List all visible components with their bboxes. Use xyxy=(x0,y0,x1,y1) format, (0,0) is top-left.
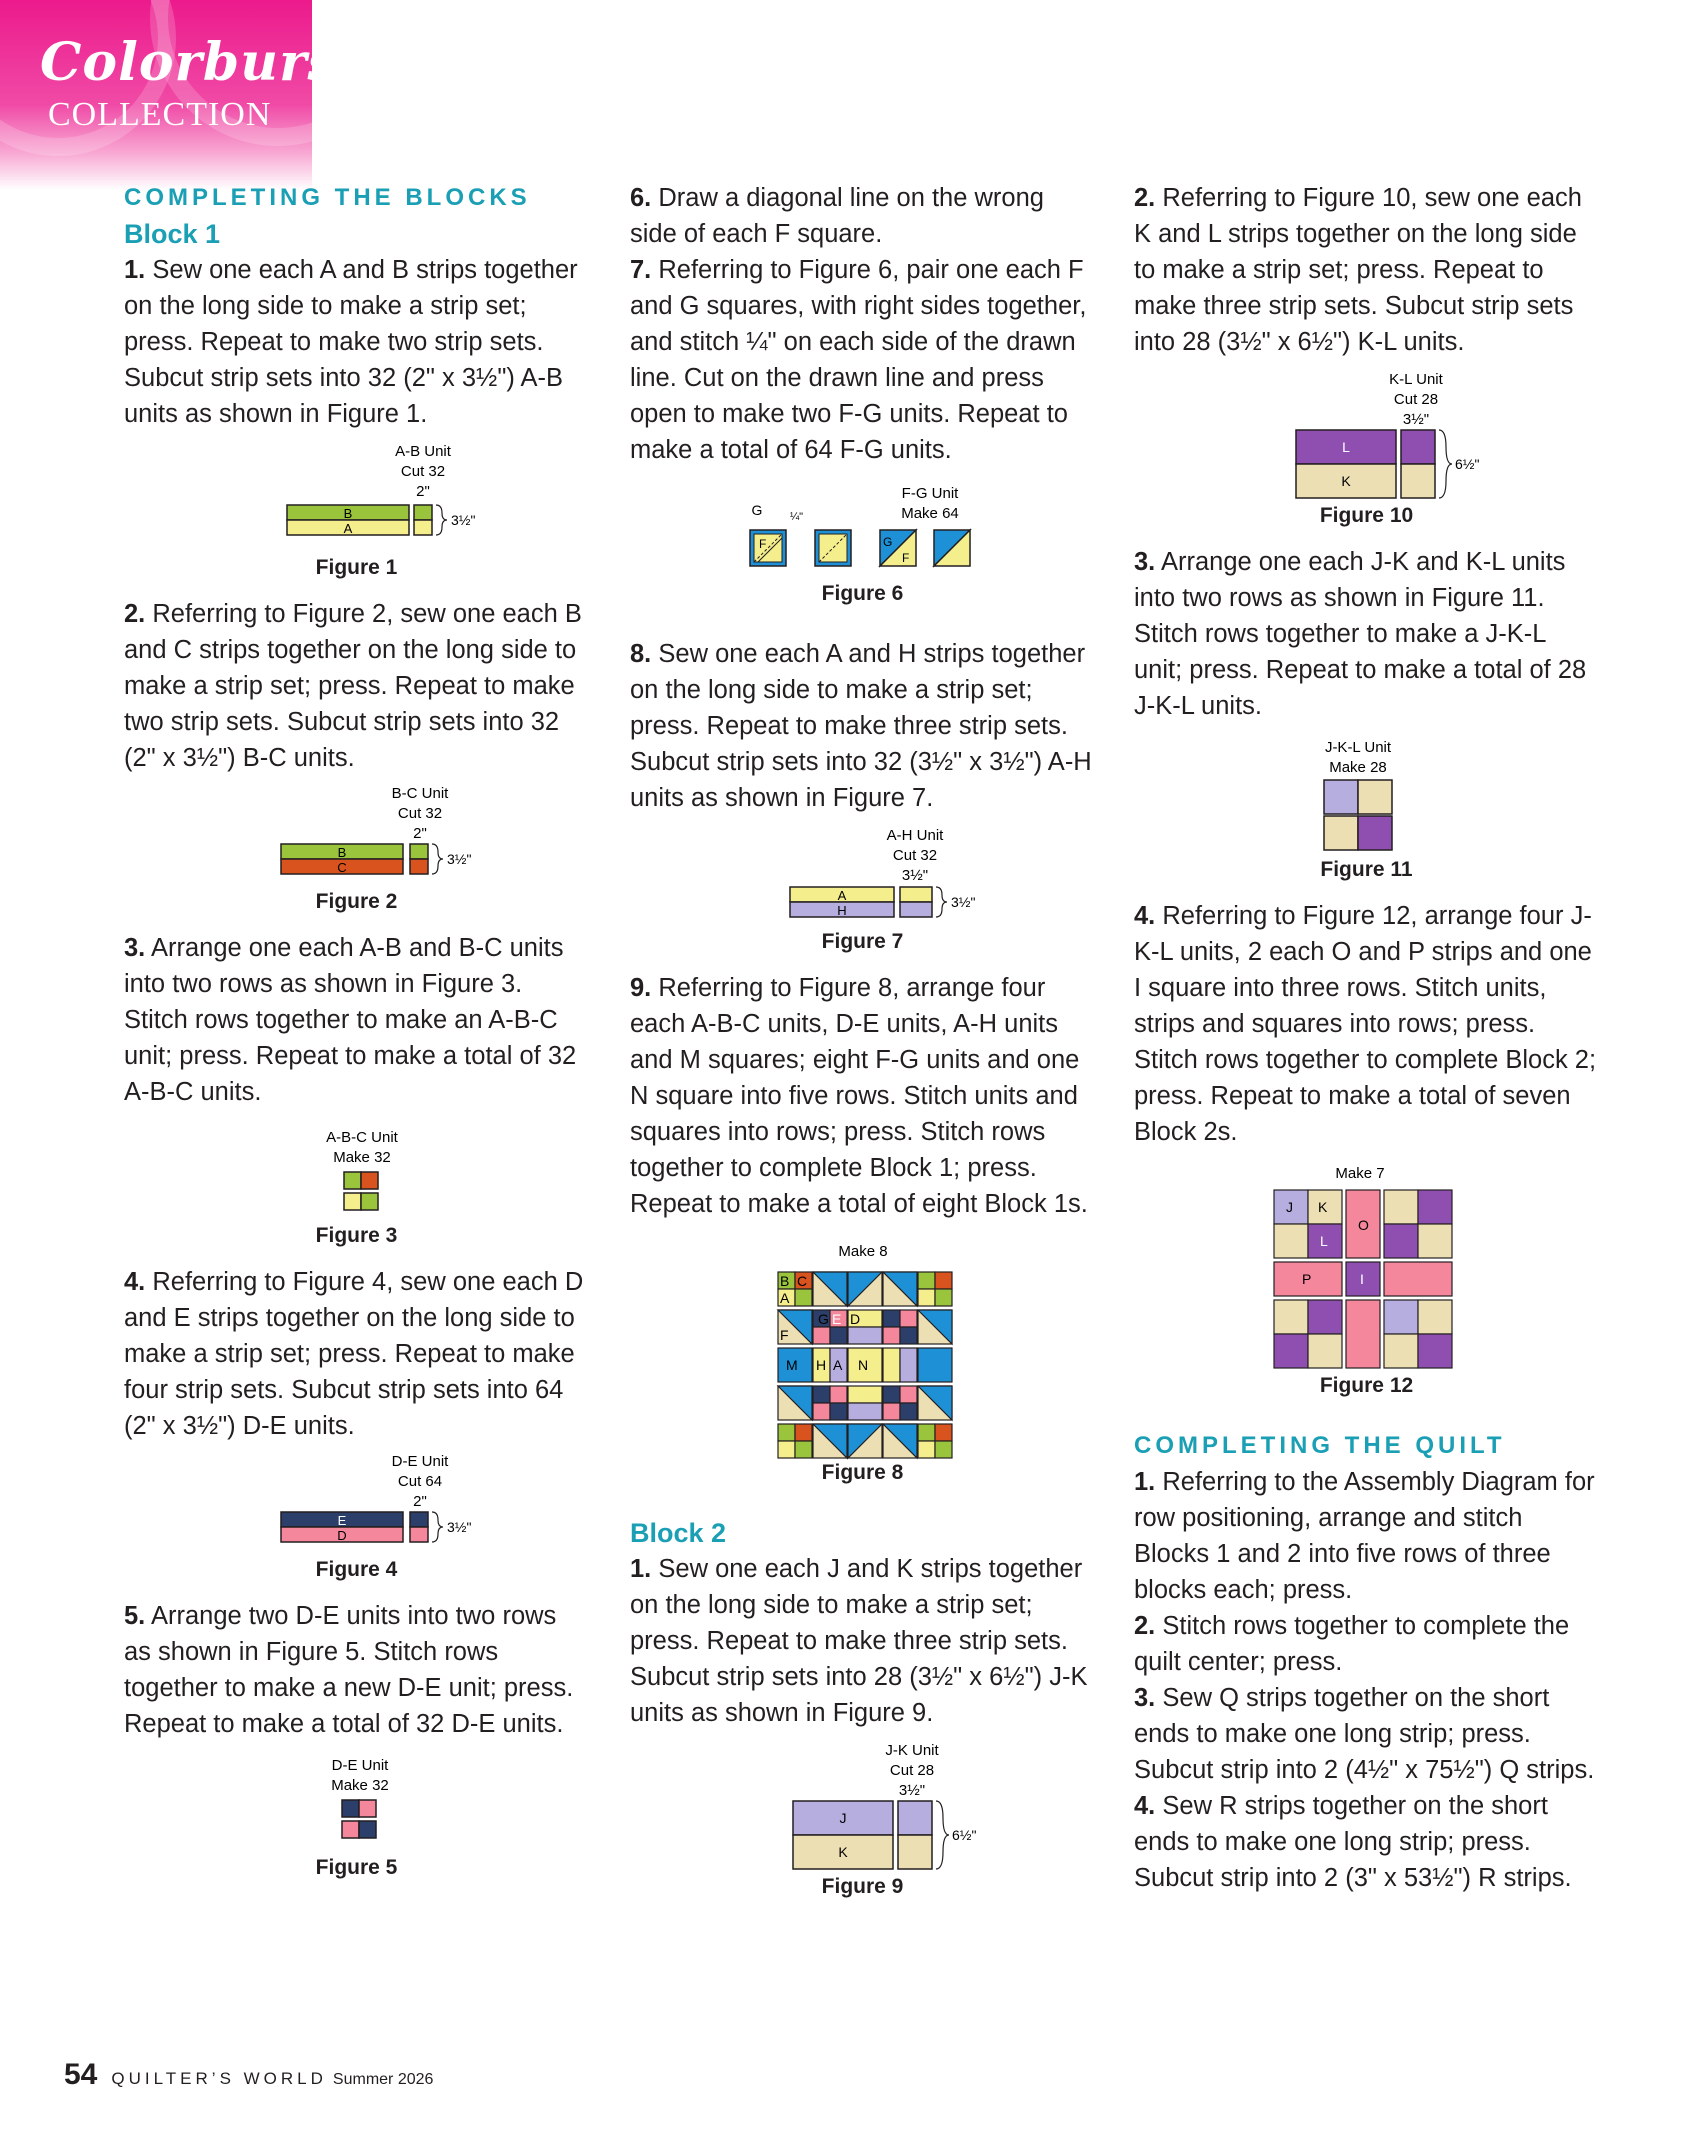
block-2-diagram xyxy=(1274,1190,1452,1368)
height-brace xyxy=(432,844,443,874)
abc-cell xyxy=(935,1289,952,1306)
figure-5-unit-label: D-E Unit xyxy=(331,1757,389,1774)
figure-9-count-label: Cut 28 xyxy=(889,1762,935,1779)
label-d: D xyxy=(850,1311,861,1327)
strip-k-label: K xyxy=(1341,473,1351,489)
block2-step-1: 1. Sew one each J and K strips together on the long side to make a strip set; press. Repeat to make three strip sets. Subcut strip sets into 28 (3½" x 6½") J-K units as shown in Figure 9. xyxy=(630,1555,1088,1727)
de-cell xyxy=(813,1327,830,1344)
brand-script-title: Colorburst xyxy=(40,32,363,93)
unit-k xyxy=(1401,464,1435,498)
figure-8-caption: Figure 8 xyxy=(821,1461,904,1484)
label-e: E xyxy=(832,1311,842,1327)
jkl-cell xyxy=(1384,1224,1418,1258)
abc-cell xyxy=(935,1424,952,1441)
abc-cell xyxy=(918,1441,935,1458)
figure-4-unit-label: D-E Unit xyxy=(391,1453,449,1470)
abc-a xyxy=(344,1193,361,1210)
unit-a xyxy=(900,887,932,902)
jkl-j xyxy=(1324,780,1358,814)
figure-1-count-label: Cut 32 xyxy=(400,463,446,480)
label-f: F xyxy=(780,1327,789,1343)
label-o: O xyxy=(1358,1217,1369,1233)
figure-7-unit-label: A-H Unit xyxy=(886,827,944,844)
step-8: 8. Sew one each A and H strips together on the long side to make a strip set; press. Repeat to make three strip sets. Subcut strip sets into 32 (3½" x 3½") A-H units as shown in Figure 7. xyxy=(630,640,1092,812)
quilt-step-1: 1. Referring to the Assembly Diagram for row positioning, arrange and stitch Blocks 1 and 2 into five rows of three blocks each; press. xyxy=(1134,1468,1595,1604)
strip-l-label: L xyxy=(1342,439,1350,455)
figure-2-height-label: 3½" xyxy=(447,851,472,867)
jkl-cell xyxy=(1308,1300,1342,1334)
abc-cell xyxy=(918,1424,935,1441)
block-heading: Block 1 xyxy=(124,219,221,249)
figure-12 xyxy=(1134,1156,1599,1366)
unit-j xyxy=(898,1801,932,1835)
unit-d xyxy=(410,1527,428,1542)
de-cell xyxy=(830,1403,847,1420)
ah-cell xyxy=(900,1348,917,1382)
step-4: 4. Referring to Figure 4, sew one each D and E strips together on the long side to make a strip set; press. Repeat to make four strip sets. Subcut strip sets into 64 (2" x 3½") D-E units. xyxy=(124,1268,584,1440)
figure-6-unit-label: F-G Unit xyxy=(901,485,959,502)
figure-2-unit-label: B-C Unit xyxy=(391,785,449,802)
figure-11 xyxy=(1134,730,1599,850)
de-cell xyxy=(883,1310,900,1327)
jkl-k xyxy=(1358,780,1392,814)
label-k: K xyxy=(1318,1199,1328,1215)
unit-c xyxy=(410,859,428,874)
label-g: G xyxy=(818,1311,829,1327)
fg-f-label: F xyxy=(902,551,910,565)
figure-4-width-label: 2" xyxy=(413,1493,427,1510)
step-6: 6. Draw a diagonal line on the wrong side of each F square. xyxy=(630,184,1044,248)
block-heading: Block 2 xyxy=(630,1518,727,1548)
jkl-cell xyxy=(1274,1334,1308,1368)
abc-cell xyxy=(795,1441,812,1458)
figure-1-unit-label: A-B Unit xyxy=(395,443,451,460)
de-cell xyxy=(813,1386,830,1403)
de-cell xyxy=(883,1386,900,1403)
de-cell xyxy=(900,1327,917,1344)
label-a2: A xyxy=(833,1357,843,1373)
figure-10 xyxy=(1134,366,1599,496)
de-cell xyxy=(900,1403,917,1420)
quilt-step-4: 4. Sew R strips together on the short ends to make one long strip; press. Subcut strip into 2 (3" x 53½") R strips. xyxy=(1134,1792,1572,1892)
figure-12-count-label: Make 7 xyxy=(1335,1165,1385,1182)
figure-5-caption: Figure 5 xyxy=(315,1856,398,1879)
figure-2-width-label: 2" xyxy=(413,825,427,842)
p-strip xyxy=(1384,1262,1452,1296)
quilt-step-3: 3. Sew Q strips together on the short ends to make one long strip; press. Subcut strip into 2 (4½" x 75½") Q strips. xyxy=(1134,1684,1595,1784)
step-9: 9. Referring to Figure 8, arrange four each A-B-C units, D-E units, A-H units and M squares; eight F-G units and one N square into five rows. Stitch units and squares into rows; press. Stitch rows together to complete Block 1; press. Repeat to make a total of eight Block 1s. xyxy=(630,974,1088,1218)
figure-1 xyxy=(124,438,589,548)
figure-7-width-label: 3½" xyxy=(901,867,929,884)
de-d2 xyxy=(342,1821,359,1838)
strip-a-label: A xyxy=(343,521,353,536)
figure-9-caption: Figure 9 xyxy=(821,1875,904,1898)
section-heading: COMPLETING THE BLOCKS xyxy=(124,184,531,211)
strip-b-label: B xyxy=(337,845,347,860)
figure-10-height-label: 6½" xyxy=(1455,456,1480,472)
step-3: 3. Arrange one each A-B and B-C units into two rows as shown in Figure 3. Stitch rows together to make an A-B-C unit; press. Repeat to make a total of 32 A-B-C units. xyxy=(124,934,577,1106)
jkl-cell xyxy=(1274,1224,1308,1258)
figure-6-count-label: Make 64 xyxy=(901,505,959,522)
jkl-cell xyxy=(1418,1190,1452,1224)
brand-subtitle: COLLECTION xyxy=(48,96,272,133)
figure-3-count-label: Make 32 xyxy=(333,1149,391,1166)
label-p: P xyxy=(1302,1271,1312,1287)
abc-c xyxy=(361,1172,378,1189)
de-cell xyxy=(900,1386,917,1403)
unit-h xyxy=(900,902,932,917)
height-brace xyxy=(936,1801,949,1869)
height-brace xyxy=(1439,430,1452,498)
de-cell xyxy=(883,1327,900,1344)
jkl-k2 xyxy=(1324,816,1358,850)
figure-10-count-label: Cut 28 xyxy=(1393,391,1439,408)
strip-h-label: H xyxy=(837,903,847,918)
de-cell xyxy=(830,1386,847,1403)
figure-9-unit-label: J-K Unit xyxy=(885,1742,939,1759)
de-cell xyxy=(813,1403,830,1420)
figure-9-width-label: 3½" xyxy=(898,1782,926,1799)
figure-4-count-label: Cut 64 xyxy=(397,1473,443,1490)
strip-k-label: K xyxy=(838,1844,848,1860)
column-1 xyxy=(124,180,589,1896)
jkl-cell xyxy=(1274,1300,1308,1334)
ah-cell xyxy=(848,1403,882,1420)
ah-cell xyxy=(848,1386,882,1403)
figure-10-caption: Figure 10 xyxy=(1319,504,1414,527)
unit-l xyxy=(1401,430,1435,464)
seam-label: ¼" xyxy=(790,511,804,523)
figure-3 xyxy=(124,1116,589,1216)
height-brace xyxy=(432,1512,443,1542)
label-a: A xyxy=(780,1290,790,1306)
page-number: 54 xyxy=(64,2058,98,2091)
block-1-diagram xyxy=(778,1272,952,1458)
jkl-cell xyxy=(1384,1190,1418,1224)
figure-7-height-label: 3½" xyxy=(951,894,976,910)
figure-5-count-label: Make 32 xyxy=(331,1777,389,1794)
abc-cell xyxy=(778,1441,795,1458)
abc-cell xyxy=(935,1272,952,1289)
figure-11-unit-label: J-K-L Unit xyxy=(1324,739,1392,756)
figure-7-caption: Figure 7 xyxy=(821,930,904,953)
jkl-cell xyxy=(1418,1334,1452,1368)
abc-cell xyxy=(795,1424,812,1441)
figure-1-caption: Figure 1 xyxy=(315,556,398,579)
label-n: N xyxy=(858,1357,869,1373)
de-d xyxy=(359,1800,376,1817)
o-strip xyxy=(1346,1300,1380,1368)
section-heading: COMPLETING THE QUILT xyxy=(1134,1432,1506,1459)
figure-2-caption: Figure 2 xyxy=(315,890,398,913)
abc-cell xyxy=(795,1289,812,1306)
figure-8 xyxy=(630,1228,1095,1453)
ah-cell xyxy=(848,1327,882,1344)
figure-9 xyxy=(630,1737,1095,1867)
step-5: 5. Arrange two D-E units into two rows as shown in Figure 5. Stitch rows together to make a new D-E unit; press. Repeat to make a total of 32 D-E units. xyxy=(124,1602,574,1738)
unit-b xyxy=(410,844,428,859)
figure-11-count-label: Make 28 xyxy=(1329,759,1387,776)
label-b: B xyxy=(780,1273,790,1289)
jkl-cell xyxy=(1418,1300,1452,1334)
figure-11-caption: Figure 11 xyxy=(1320,858,1413,881)
g-label: G xyxy=(751,502,763,518)
unit-a xyxy=(414,520,432,535)
abc-b xyxy=(344,1172,361,1189)
strip-a-label: A xyxy=(837,888,847,903)
quilt-step-2: 2. Stitch rows together to complete the quilt center; press. xyxy=(1134,1612,1570,1676)
figure-9-height-label: 6½" xyxy=(952,1827,977,1843)
figure-2 xyxy=(124,782,589,882)
jkl-cell xyxy=(1308,1334,1342,1368)
label-l: L xyxy=(1320,1233,1328,1249)
step-1: 1. Sew one each A and B strips together on the long side to make a strip set; press. Repeat to make two strip sets. Subcut strip sets into 32 (2" x 3½") A-B units as shown in Figure 1. xyxy=(124,256,578,428)
de-cell xyxy=(883,1403,900,1420)
label-j: J xyxy=(1286,1199,1293,1215)
unit-k xyxy=(898,1835,932,1869)
figure-10-width-label: 3½" xyxy=(1402,411,1430,428)
figure-3-unit-label: A-B-C Unit xyxy=(326,1129,398,1146)
unit-e xyxy=(410,1512,428,1527)
abc-cell xyxy=(935,1441,952,1458)
figure-7 xyxy=(630,822,1095,922)
figure-2-count-label: Cut 32 xyxy=(397,805,443,822)
figure-1-height-label: 3½" xyxy=(451,512,476,528)
label-i: I xyxy=(1360,1271,1364,1287)
strip-j-label: J xyxy=(839,1810,847,1826)
brand-banner xyxy=(0,0,363,190)
figure-4 xyxy=(124,1450,589,1550)
jkl-l xyxy=(1358,816,1392,850)
magazine-name: QUILTER’S WORLD xyxy=(111,2069,327,2088)
abc-cell xyxy=(778,1424,795,1441)
abc-b2 xyxy=(361,1193,378,1210)
jkl-cell xyxy=(1418,1224,1452,1258)
column-2 xyxy=(630,180,1095,1915)
label-c: C xyxy=(797,1273,808,1289)
strip-c-label: C xyxy=(337,860,347,875)
strip-e-label: E xyxy=(337,1513,347,1528)
jkl-cell xyxy=(1384,1300,1418,1334)
m-square xyxy=(918,1348,952,1382)
figure-6-caption: Figure 6 xyxy=(821,582,904,605)
ah-cell xyxy=(883,1348,900,1382)
block2-step-3: 3. Arrange one each J-K and K-L units into two rows as shown in Figure 11. Stitch rows together to make a J-K-L unit; press. Repeat to make a total of 28 J-K-L units. xyxy=(1134,548,1587,720)
de-cell xyxy=(900,1310,917,1327)
height-brace xyxy=(936,887,947,917)
figure-3-caption: Figure 3 xyxy=(315,1224,398,1247)
block2-step-2: 2. Referring to Figure 10, sew one each K and L strips together on the long side to make a strip set; press. Repeat to make three strip sets. Subcut strip sets into 28 (3½" x 6½") K-L units. xyxy=(1134,184,1582,356)
de-cell xyxy=(830,1327,847,1344)
figure-12-caption: Figure 12 xyxy=(1319,1374,1414,1397)
strip-d-label: D xyxy=(337,1528,347,1543)
figure-4-height-label: 3½" xyxy=(447,1519,472,1535)
figure-7-count-label: Cut 32 xyxy=(892,847,938,864)
step-7: 7. Referring to Figure 6, pair one each F and G squares, with right sides together, and stitch ¼" on each side of the drawn line. Cut on the drawn line and press open to make two F-G units. Repeat to make a total of 64 F-G units. xyxy=(630,256,1087,464)
column-3 xyxy=(1134,180,1599,1896)
figure-1-width-label: 2" xyxy=(416,483,430,500)
fg-g-label: G xyxy=(883,535,893,549)
page-footer xyxy=(64,2058,433,2092)
label-h: H xyxy=(816,1357,827,1373)
block2-step-4: 4. Referring to Figure 12, arrange four J-K-L units, 2 each O and P strips and one I square into three rows. Stitch units, strips and squares into rows; press. Stitch rows together to complete Block 2; press. Repeat to make a total of seven Block 2s. xyxy=(1134,902,1597,1146)
strip-b-label: B xyxy=(343,506,353,521)
abc-cell xyxy=(918,1272,935,1289)
abc-cell xyxy=(918,1289,935,1306)
figure-6 xyxy=(630,474,1095,574)
f-label: F xyxy=(759,537,767,551)
figure-5 xyxy=(124,1748,589,1848)
de-e xyxy=(342,1800,359,1817)
height-brace xyxy=(436,505,447,535)
figure-8-count-label: Make 8 xyxy=(838,1243,888,1260)
jkl-cell xyxy=(1384,1334,1418,1368)
unit-b xyxy=(414,505,432,520)
figure-10-unit-label: K-L Unit xyxy=(1389,371,1443,388)
issue-label: Summer 2026 xyxy=(332,2071,434,2088)
de-e2 xyxy=(359,1821,376,1838)
figure-4-caption: Figure 4 xyxy=(315,1558,398,1581)
step-2: 2. Referring to Figure 2, sew one each B and C strips together on the long side to make a strip set; press. Repeat to make two strip sets. Subcut strip sets into 32 (2" x 3½") B-C units. xyxy=(124,600,582,772)
label-m: M xyxy=(786,1357,798,1373)
